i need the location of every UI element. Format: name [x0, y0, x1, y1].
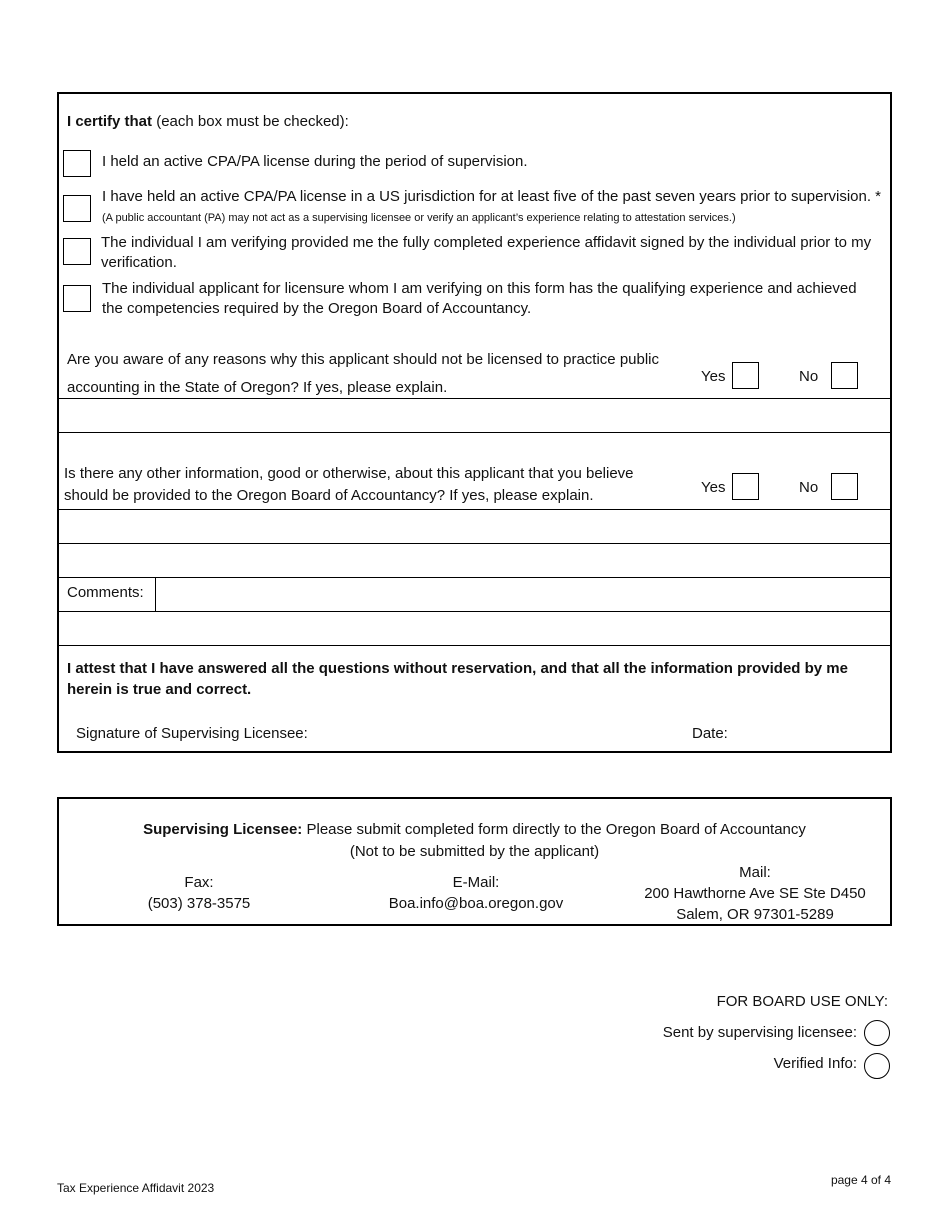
- certify-item-4: The individual applicant for licensure whom I am verifying on this form has the qualifying experience and achieved the competencies required by the Oregon Board of Accountancy.: [102, 280, 857, 317]
- submit-instruction: [59, 820, 890, 840]
- certify-checkbox-2[interactable]: [63, 195, 91, 222]
- sent-radio[interactable]: [864, 1020, 890, 1046]
- certify-heading-bold: I certify that: [67, 113, 153, 130]
- divider: [59, 645, 890, 646]
- mail-line2: Salem, OR 97301-5289: [676, 906, 834, 923]
- attest-line1: I attest that I have answered all the questions without reservation, and that all the information provided by me: [67, 660, 848, 677]
- question1-line2: accounting in the State of Oregon? If yes, please explain.: [67, 379, 448, 396]
- submit-subnote: (Not to be submitted by the applicant): [349, 843, 600, 860]
- date-field[interactable]: [735, 716, 885, 746]
- question2-explain-field-2[interactable]: [59, 544, 890, 577]
- question1-yes-checkbox[interactable]: [732, 362, 759, 389]
- mail-line1: 200 Hawthorne Ave SE Ste D450: [644, 885, 866, 902]
- question1-yes-label: Yes: [701, 368, 726, 385]
- certify-heading-rest: (each box must be checked):: [152, 113, 349, 130]
- signature-field[interactable]: [319, 716, 679, 746]
- submit-instruction-rest: Please submit completed form directly to the Oregon Board of Accountancy: [302, 821, 806, 838]
- question2-yes-label: Yes: [701, 479, 726, 496]
- board-use-title: FOR BOARD USE ONLY:: [716, 993, 888, 1010]
- comments-field-2[interactable]: [59, 612, 890, 645]
- certify-item-3: The individual I am verifying provided me the fully completed experience affidavit signed by the individual prior to my verification.: [101, 234, 872, 271]
- verified-radio[interactable]: [864, 1053, 890, 1079]
- submission-info: [57, 797, 892, 926]
- mail-label: Mail:: [739, 864, 771, 881]
- date-label: Date:: [692, 725, 728, 742]
- sent-label: Sent by supervising licensee:: [662, 1024, 857, 1041]
- certify-checkbox-1[interactable]: [63, 150, 91, 177]
- certify-checkbox-4[interactable]: [63, 285, 91, 312]
- certify-checkbox-3[interactable]: [63, 238, 91, 265]
- footer-title: Tax Experience Affidavit 2023: [57, 1181, 215, 1195]
- attest-line2: herein is true and correct.: [67, 681, 252, 698]
- question2-yes-checkbox[interactable]: [732, 473, 759, 500]
- question2-no-checkbox[interactable]: [831, 473, 858, 500]
- fax-value: (503) 378-3575: [147, 895, 251, 912]
- email-label: E-Mail:: [452, 874, 500, 891]
- certify-item-2-text: I have held an active CPA/PA license in a US jurisdiction for at least five of the past seven years prior to supervision. *: [102, 188, 882, 205]
- certify-heading: [67, 112, 349, 132]
- question1-no-label: No: [799, 368, 819, 385]
- submit-instruction-bold: Supervising Licensee:: [143, 821, 303, 838]
- certify-item-2-note: (A public accountant (PA) may not act as a supervising licensee or verify an applicant’s experience relating to attestation services.): [102, 212, 736, 224]
- email-value[interactable]: Boa.info@boa.oregon.gov: [388, 895, 564, 912]
- certify-item-2: [102, 187, 882, 228]
- comments-label: Comments:: [67, 584, 144, 601]
- question1-no-checkbox[interactable]: [831, 362, 858, 389]
- signature-label: Signature of Supervising Licensee:: [76, 725, 308, 742]
- fax-label: Fax:: [184, 874, 214, 891]
- question2-line1: Is there any other information, good or otherwise, about this applicant that you believe: [64, 465, 634, 482]
- certification-form: [57, 92, 892, 753]
- divider: [59, 432, 890, 433]
- page-number: page 4 of 4: [830, 1173, 891, 1187]
- question2-explain-field-1[interactable]: [59, 510, 890, 543]
- question2-line2: should be provided to the Oregon Board of Accountancy? If yes, please explain.: [64, 487, 594, 504]
- certify-item-1: I held an active CPA/PA license during the period of supervision.: [102, 153, 528, 170]
- question2-no-label: No: [799, 479, 819, 496]
- verified-label: Verified Info:: [773, 1055, 857, 1072]
- comments-field[interactable]: [156, 578, 890, 611]
- question1-line1: Are you aware of any reasons why this applicant should not be licensed to practice public: [67, 351, 660, 368]
- question1-explain-field[interactable]: [59, 399, 890, 432]
